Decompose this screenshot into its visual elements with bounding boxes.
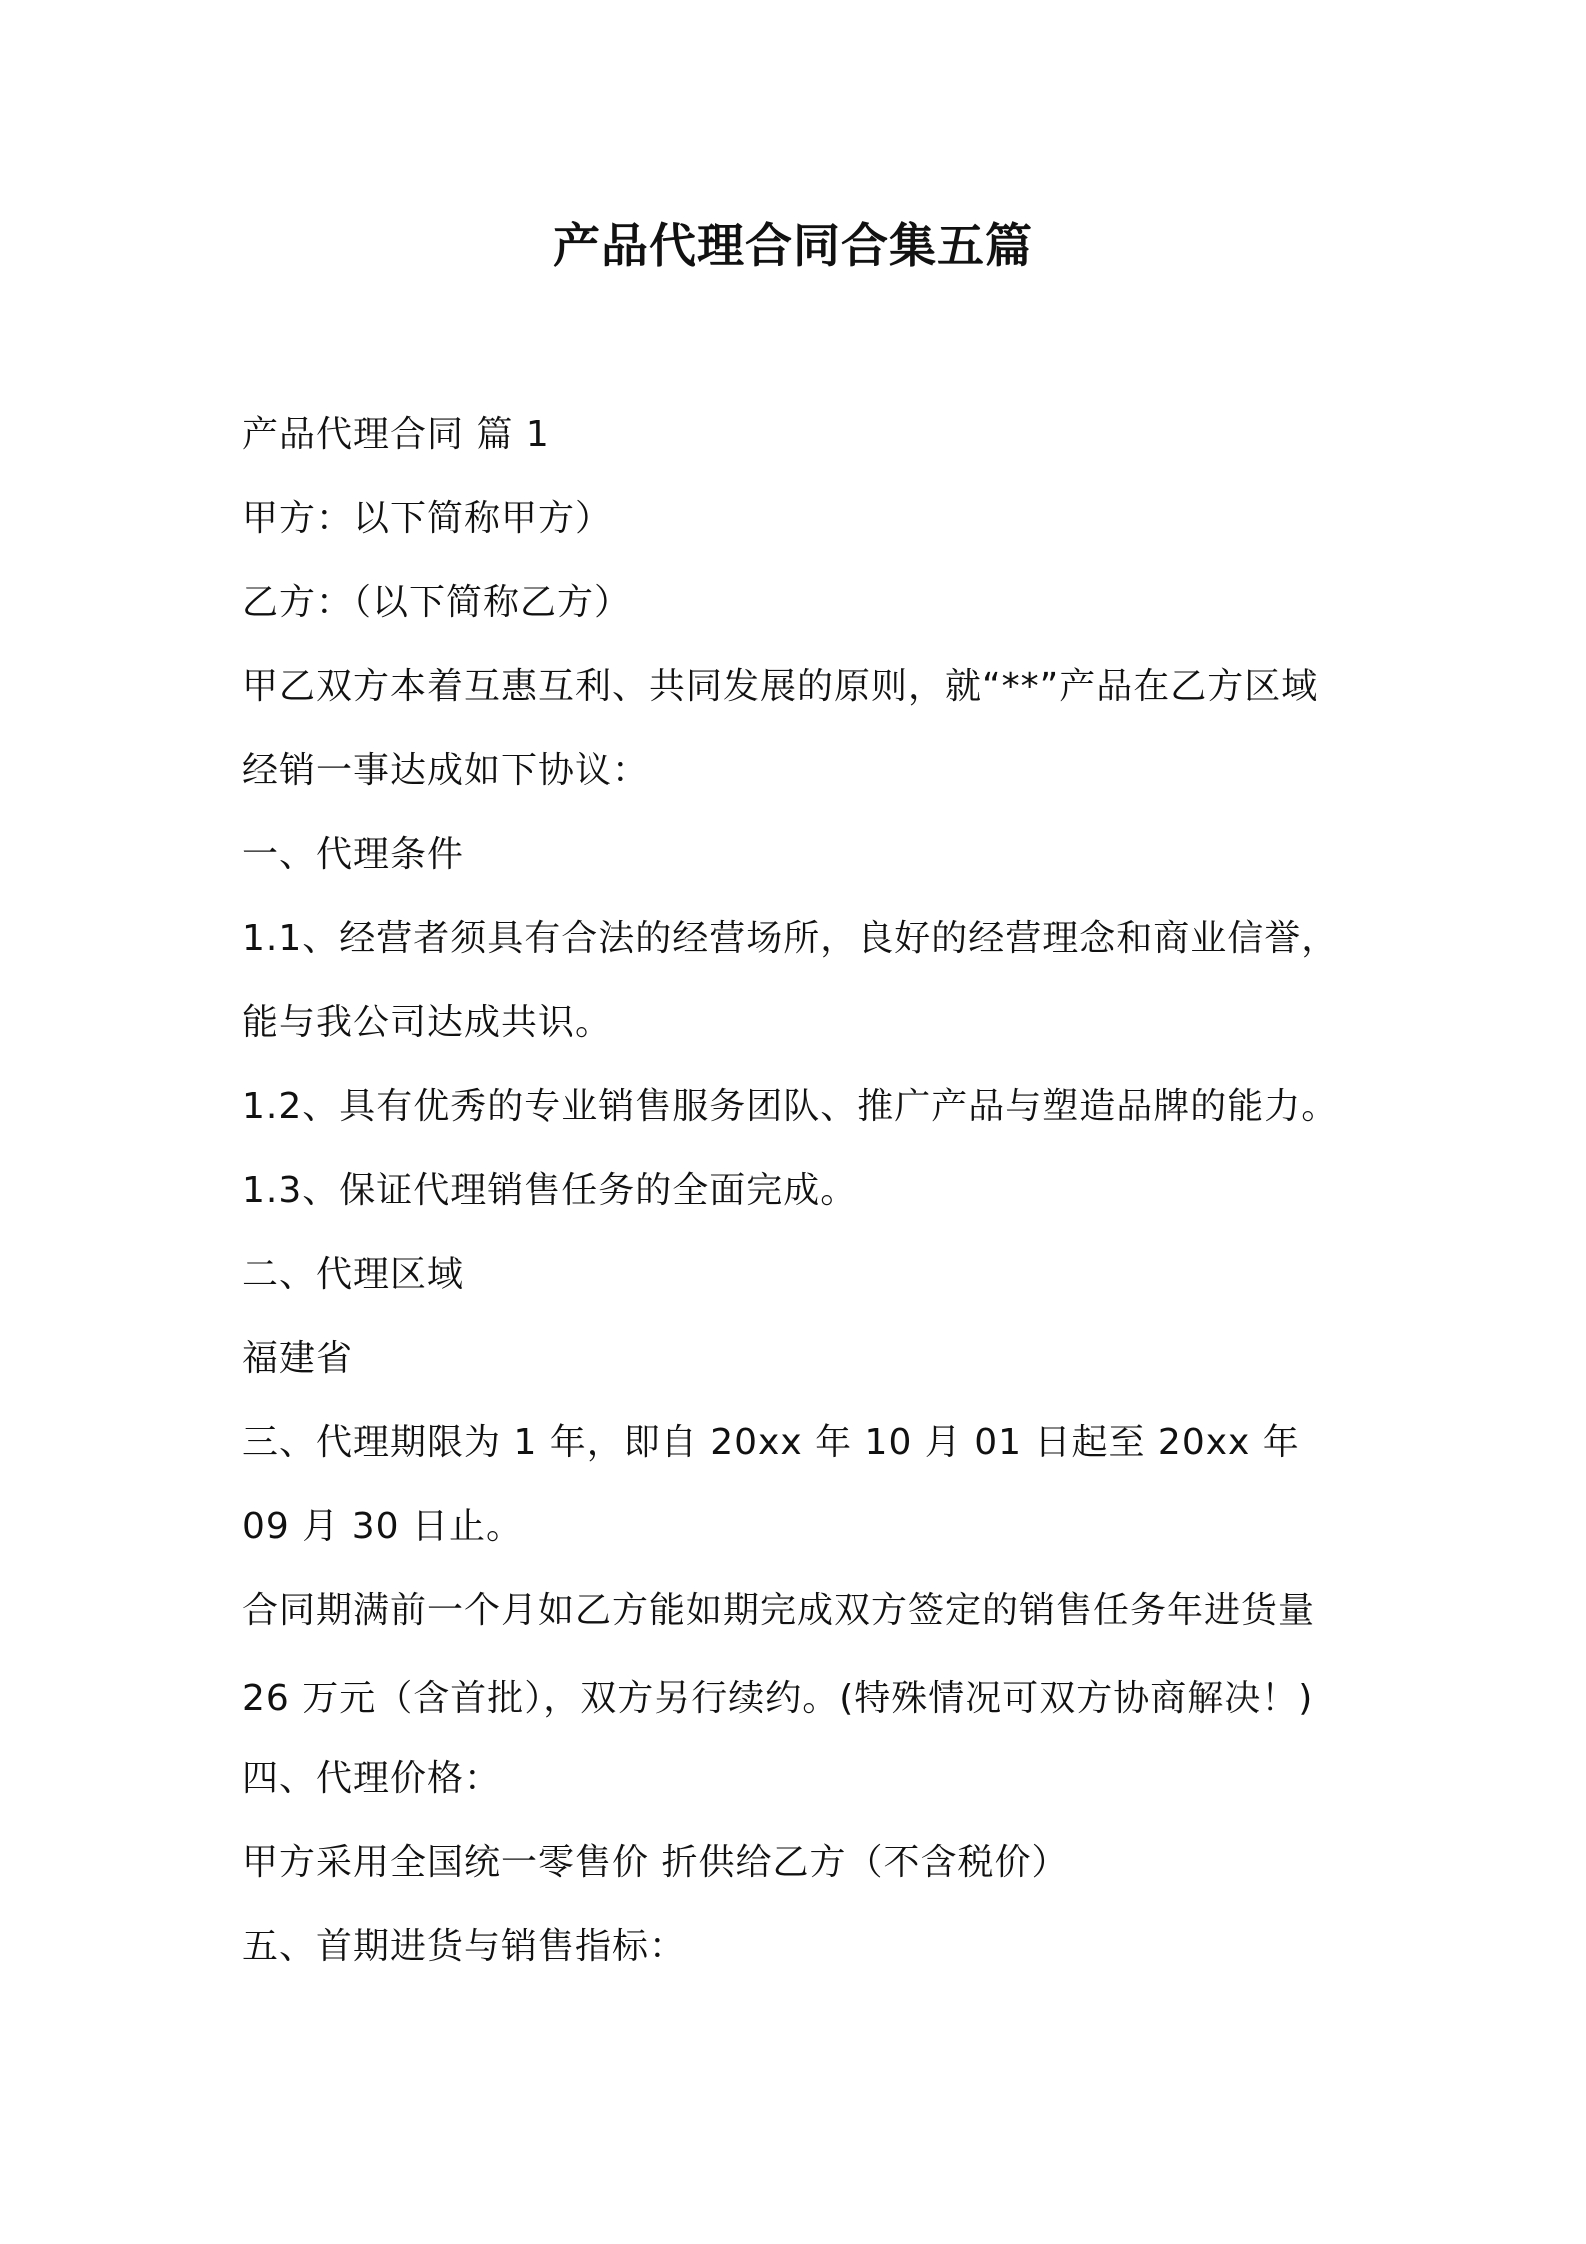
clause-3-line-1: 三、代理期限为 1 年，即自 20xx 年 10 月 01 日起至 20xx 年 [242,1422,1300,1463]
renewal-line-1: 合同期满前一个月如乙方能如期完成双方签定的销售任务年进货量 [242,1590,1316,1631]
clause-1-1-line-1: 1.1、经营者须具有合法的经营场所，良好的经营理念和商业信誉， [242,918,1339,959]
pricing-line: 甲方采用全国统一零售价 折供给乙方（不含税价） [242,1842,1069,1883]
clause-1-3: 1.3、保证代理销售任务的全面完成。 [242,1170,858,1211]
party-a-line: 甲方：以下简称甲方） [242,498,613,539]
preamble-line-1: 甲乙双方本着互惠互利、共同发展的原则，就“**”产品在乙方区域 [242,666,1319,707]
section-heading-part1: 产品代理合同 篇 1 [242,414,550,455]
clause-1-2: 1.2、具有优秀的专业销售服务团队、推广产品与塑造品牌的能力。 [242,1086,1339,1127]
clause-1-1-line-2: 能与我公司达成共识。 [242,1002,613,1043]
clause-3-line-2: 09 月 30 日止。 [242,1506,523,1547]
region-value: 福建省 [242,1338,354,1379]
clause-heading-4: 四、代理价格： [242,1758,502,1799]
clause-heading-5: 五、首期进货与销售指标： [242,1926,687,1967]
renewal-line-2: 26 万元（含首批），双方另行续约。(特殊情况可双方协商解决！) [242,1678,1314,1719]
preamble-line-2: 经销一事达成如下协议： [242,750,650,791]
clause-heading-2: 二、代理区域 [242,1254,465,1295]
clause-heading-1: 一、代理条件 [242,834,465,875]
document-title: 产品代理合同合集五篇 [553,219,1033,274]
party-b-line: 乙方：（以下简称乙方） [242,582,632,623]
